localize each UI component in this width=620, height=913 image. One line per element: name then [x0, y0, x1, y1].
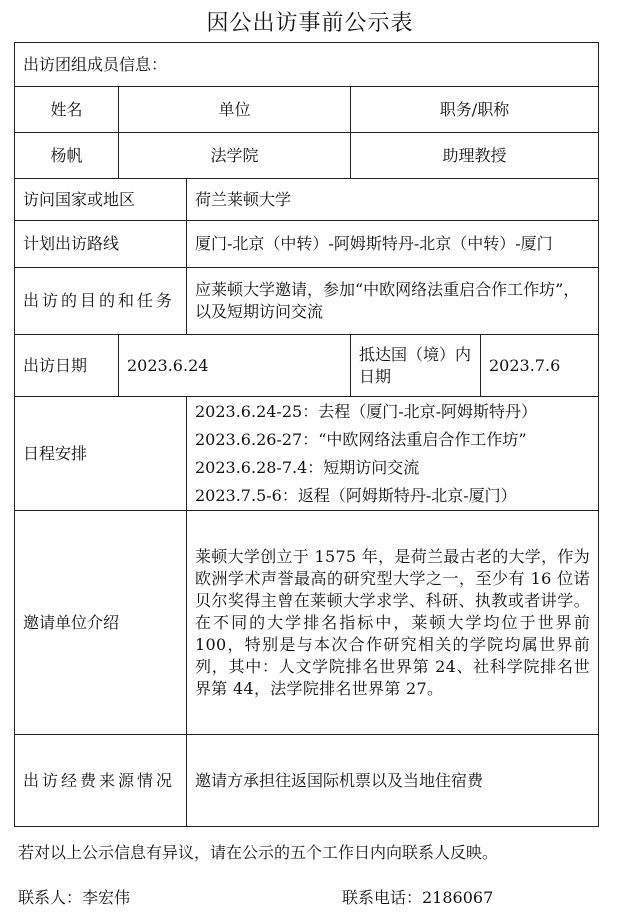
schedule-list [187, 397, 599, 511]
depart-date-label: 出访日期 [15, 335, 119, 397]
return-date-label: 抵达国（境）内日期 [351, 335, 481, 397]
page-title: 因公出访事前公示表 [206, 11, 414, 36]
disclosure-form-table [14, 42, 599, 827]
funding-value: 邀请方承担往返国际机票以及当地住宿费 [187, 735, 599, 827]
contact-person: 联系人：李宏伟 [18, 888, 131, 907]
depart-date-value: 2023.6.24 [119, 335, 351, 397]
purpose-row [15, 268, 599, 335]
route-row [15, 221, 599, 268]
funding-row [15, 735, 599, 827]
schedule-item: 2023.6.26-27：“中欧网络法重启合作工作坊” [195, 429, 527, 449]
schedule-row [15, 397, 599, 511]
return-date-value: 2023.7.6 [481, 335, 599, 397]
objection-note: 若对以上公示信息有异议，请在公示的五个工作日内向联系人反映。 [18, 843, 499, 862]
schedule-item: 2023.6.24-25：去程（厦门-北京-阿姆斯特丹） [195, 401, 538, 421]
schedule-item: 2023.7.5-6：返程（阿姆斯特丹-北京-厦门） [195, 485, 517, 505]
purpose-label: 出访的目的和任务 [15, 268, 187, 335]
funding-label: 出访经费来源情况 [15, 735, 187, 827]
route-value: 厦门-北京（中转）-阿姆斯特丹-北京（中转）-厦门 [187, 221, 599, 268]
header-unit: 单位 [119, 87, 351, 133]
destination-label: 访问国家或地区 [15, 179, 187, 221]
member-row [15, 133, 599, 179]
purpose-value: 应莱顿大学邀请，参加“中欧网络法重启合作工作坊”，以及短期访问交流 [187, 268, 599, 335]
members-section-row [15, 43, 599, 87]
destination-value: 荷兰莱顿大学 [187, 179, 599, 221]
route-label: 计划出访路线 [15, 221, 187, 268]
inviter-label: 邀请单位介绍 [15, 511, 187, 735]
schedule-label: 日程安排 [15, 397, 187, 511]
destination-row [15, 179, 599, 221]
dates-row [15, 335, 599, 397]
header-title: 职务/职称 [351, 87, 599, 133]
members-header-row [15, 87, 599, 133]
member-title: 助理教授 [351, 133, 599, 179]
members-section-header: 出访团组成员信息： [15, 43, 599, 87]
inviter-description: 莱顿大学创立于 1575 年，是荷兰最古老的大学，作为欧洲学术声誉最高的研究型大学之一，至少有 16 位诺贝尔奖得主曾在莱顿大学求学、科研、执教或者讲学。在不同的大学排名指标中，莱顿大学均位于世界前 100，特别是与本次合作研究相关的学院均属世界前列，其中：人文学院排名世界第 24、社科学院排名世界第 44，法学院排名世界第 27。 [187, 511, 599, 735]
schedule-item: 2023.6.28-7.4：短期访问交流 [195, 457, 420, 477]
inviter-row [15, 511, 599, 735]
member-unit: 法学院 [119, 133, 351, 179]
contact-phone: 联系电话：2186067 [342, 888, 494, 907]
member-name: 杨帆 [15, 133, 119, 179]
header-name: 姓名 [15, 87, 119, 133]
